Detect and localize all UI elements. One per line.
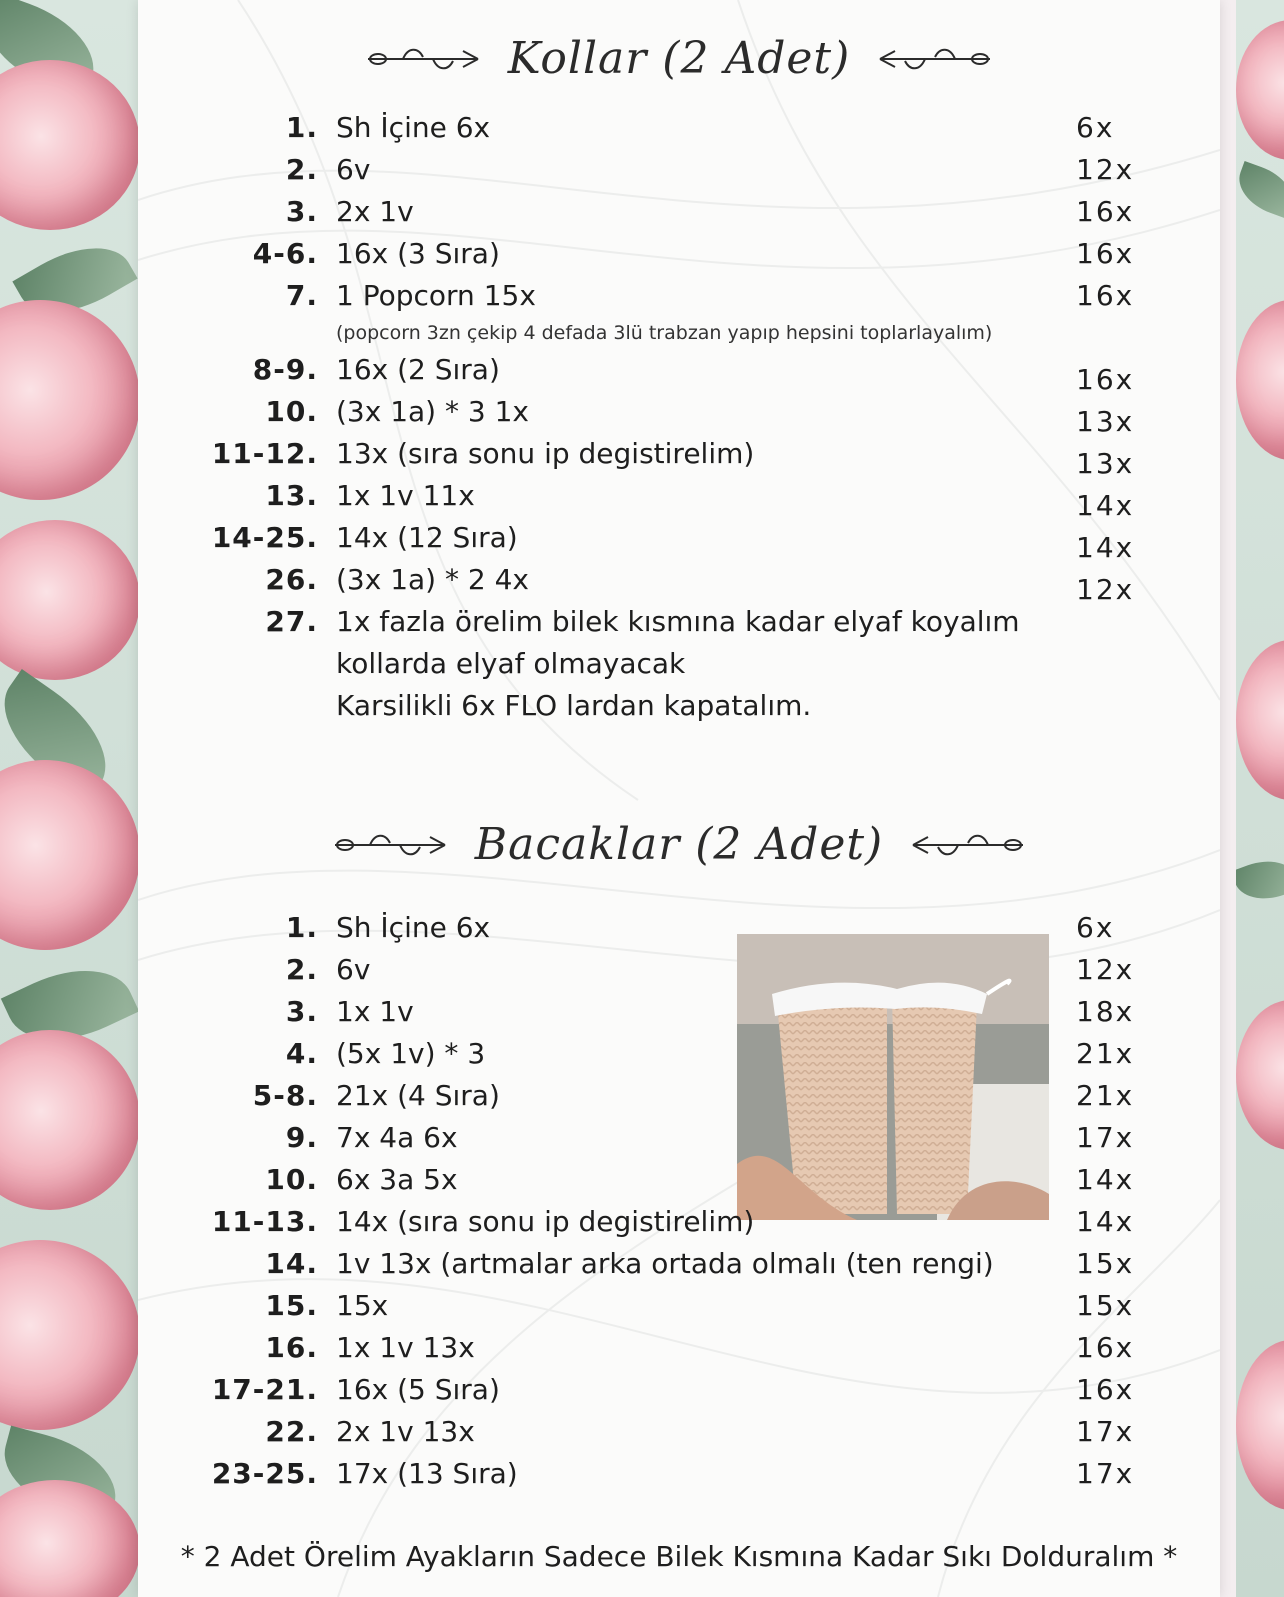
- flourish-left-icon: [363, 39, 483, 79]
- flourish-right-icon: [908, 825, 1028, 865]
- section-title: Kollar (2 Adet): [507, 33, 851, 84]
- crochet-legs-photo: [737, 934, 1049, 1220]
- floral-border-right: [1236, 0, 1284, 1597]
- section-heading-kollar: [138, 30, 1220, 84]
- flourish-left-icon: [330, 825, 450, 865]
- floral-border-left: [0, 0, 140, 1597]
- section-heading-bacaklar: [138, 816, 1220, 870]
- footer-note: * 2 Adet Örelim Ayakların Sadece Bilek Kısmına Kadar Sıkı Dolduralım *: [180, 1540, 1178, 1573]
- pattern-page: Kollar (2 Adet) 1. Sh İçine 6x 6x 2. 6v 12x 3. 2x 1v 16x 4-6. 16x (3 Sıra) 16x 7. 1 Popcorn 15x 16x (popcorn 3zn çekip 4 defada 3lü trabzan yapıp hepsini toplarlayalım) 8-9. 16x (2 Sıra) 16x 10. (3x 1a) * 3 1x 13x 11-12. 13x (sıra sonu ip degistirelim) 13x 13. 1x 1v 11x 14x 14-25. 14x (12 Sıra) 14x 26. (3x 1a) * 2 4x 12x 27. 1x fazla örelim bilek kısmına kadar elyaf koyalım kollarda elyaf olmayacak Karsilikli 6x FLO lardan kapatalım. Bacaklar (2 Adet) 1. Sh İçine 6x 6x 2. 6v 12x 3. 1x 1v 18x 4. (5x 1v) * 3 21x 5-8. 21x (4 Sıra) 21x 9. 7x 4a 6x 17x 10. 6x 3a 5x 14x 11-13. 14x (sıra sonu ip degistirelim) 14x 14. 1v 13x (artmalar arka ortada olmalı (ten rengi) 15x 15. 15x 15x 16. 1x 1v 13x 16x 17-21. 16x (5 Sıra) 16x 22. 2x 1v 13x 17x 23-25. 17x (13 Sıra) 17x * 2 Adet Örelim Ayakların Sadece Bilek Kısmına Kadar Sıkı Dolduralım *: [138, 0, 1220, 1597]
- popcorn-note: (popcorn 3zn çekip 4 defada 3lü trabzan yapıp hepsini toplarlayalım): [336, 322, 993, 344]
- section-title: Bacaklar (2 Adet): [474, 819, 884, 870]
- flourish-right-icon: [875, 39, 995, 79]
